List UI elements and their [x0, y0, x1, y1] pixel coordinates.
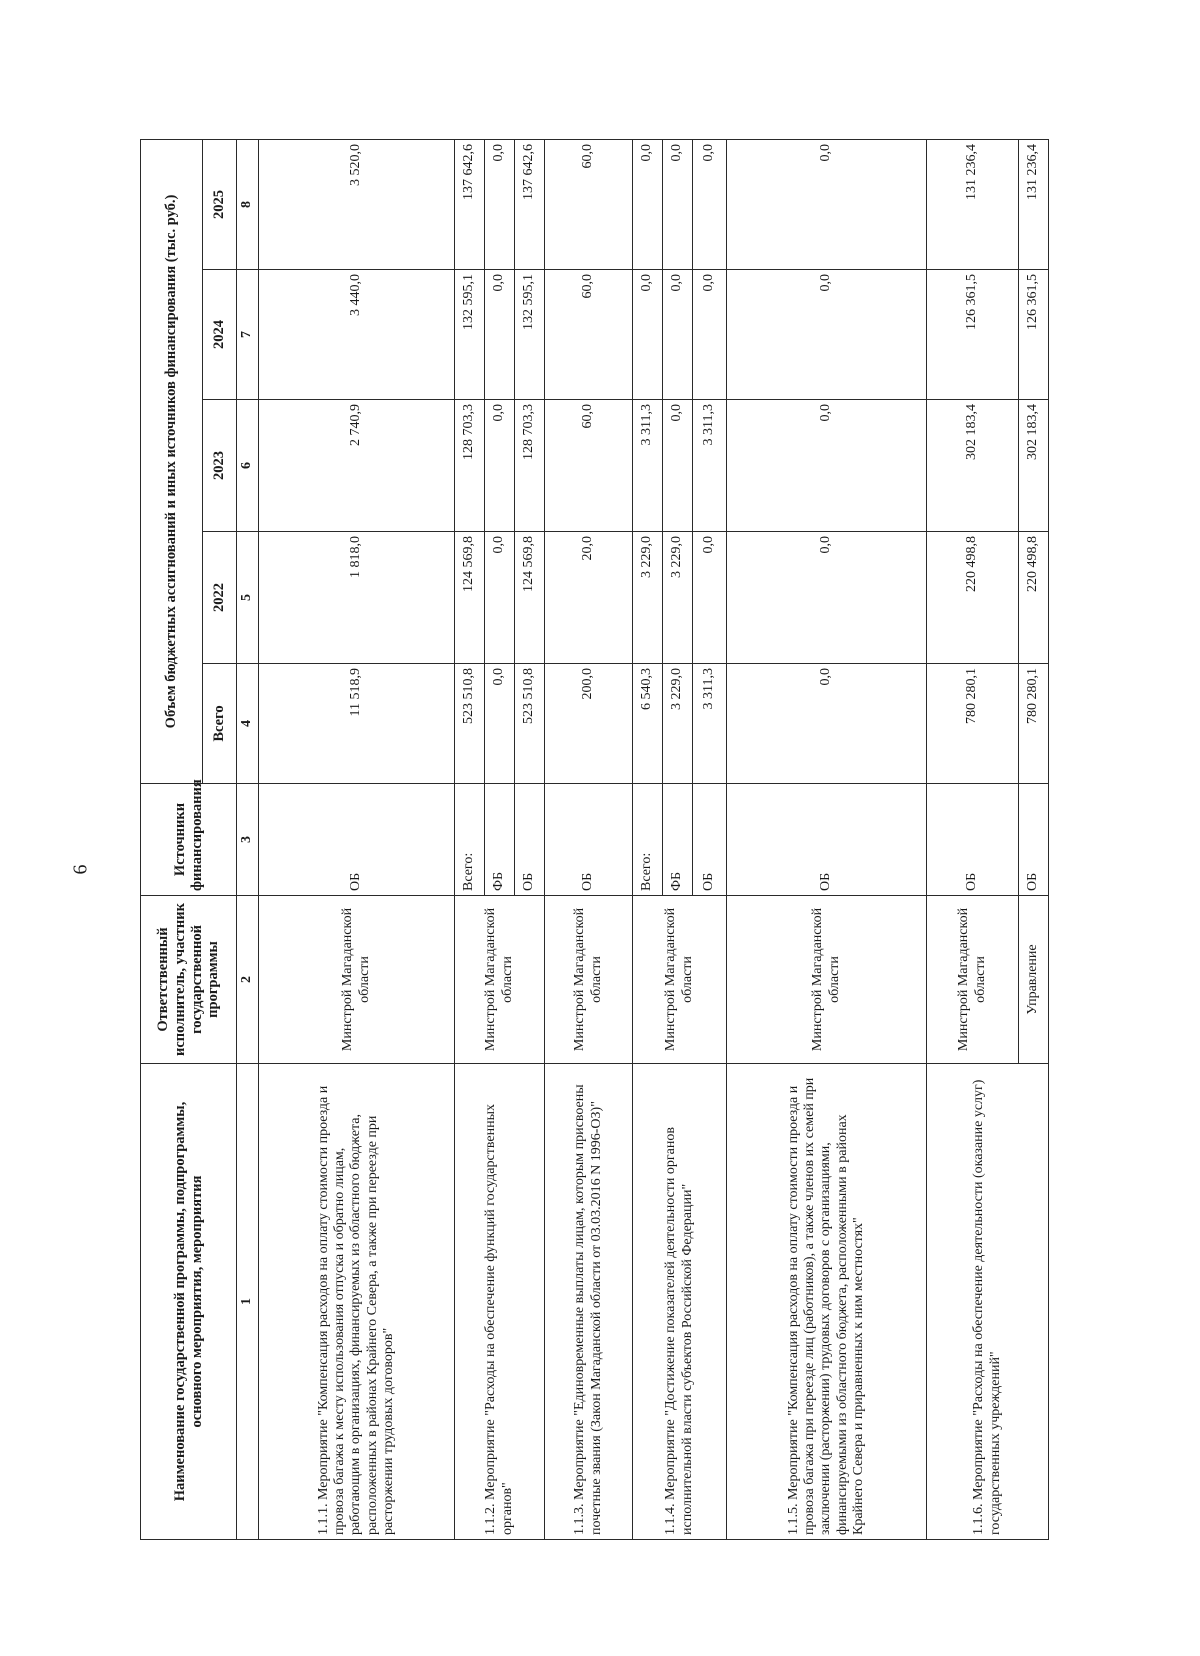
index-cell: 4: [237, 664, 259, 784]
table-row: [633, 139, 663, 1539]
row-source: ФБ: [663, 784, 693, 896]
header-executor: Ответственный исполнитель, участник государственной программы: [141, 896, 237, 1064]
value-2023: 60,0: [545, 400, 633, 532]
value-2025: 137 642,6: [515, 139, 545, 269]
header-2025: 2025: [203, 139, 237, 269]
budget-table-sheet: [140, 140, 1100, 1540]
value-2025: 131 236,4: [927, 139, 1019, 269]
value-2025: 0,0: [633, 139, 663, 269]
header-volume-group: Объем бюджетных ассигнований и иных источников финансирования (тыс. руб.): [141, 139, 203, 783]
index-cell: 8: [237, 139, 259, 269]
row-executor: Минстрой Магаданской области: [455, 896, 545, 1064]
value-2025: 0,0: [485, 139, 515, 269]
header-total: Всего: [203, 664, 237, 784]
value-2024: 132 595,1: [515, 270, 545, 400]
value-2023: 3 311,3: [693, 400, 727, 532]
header-2024: 2024: [203, 270, 237, 400]
value-2025: 0,0: [727, 139, 927, 269]
value-2022: 3 229,0: [633, 532, 663, 664]
value-2023: 302 183,4: [1019, 400, 1049, 532]
value-2024: 60,0: [545, 270, 633, 400]
index-cell: 3: [237, 784, 259, 896]
header-row: [141, 139, 203, 1539]
value-2024: 0,0: [485, 270, 515, 400]
row-executor: Управление: [1019, 896, 1049, 1064]
value-total: 3 311,3: [693, 664, 727, 784]
value-2025: 0,0: [663, 139, 693, 269]
value-2023: 0,0: [485, 400, 515, 532]
table-row: [455, 139, 485, 1539]
row-name: 1.1.3. Мероприятие "Единовременные выплаты лицам, которым присвоены почетные звания (Закон Магаданской области от 03.03.2016 N 1996-ОЗ)": [545, 1064, 633, 1540]
value-2022: 220 498,8: [927, 532, 1019, 664]
value-2025: 137 642,6: [455, 139, 485, 269]
value-total: 523 510,8: [515, 664, 545, 784]
row-name: 1.1.2. Мероприятие "Расходы на обеспечение функций государственных органов": [455, 1064, 545, 1540]
value-2024: 0,0: [693, 270, 727, 400]
value-2022: 220 498,8: [1019, 532, 1049, 664]
row-executor: Минстрой Магаданской области: [927, 896, 1019, 1064]
value-2022: 124 569,8: [515, 532, 545, 664]
header-2023: 2023: [203, 400, 237, 532]
value-2025: 0,0: [693, 139, 727, 269]
value-2025: 3 520,0: [259, 139, 455, 269]
row-name: 1.1.4. Мероприятие "Достижение показателей деятельности органов исполнительной власти субъектов Российской Федерации": [633, 1064, 727, 1540]
value-2023: 0,0: [663, 400, 693, 532]
value-2023: 128 703,3: [455, 400, 485, 532]
index-cell: 1: [237, 1064, 259, 1540]
table-row: [259, 139, 455, 1539]
value-total: 0,0: [485, 664, 515, 784]
value-total: 523 510,8: [455, 664, 485, 784]
table-row: [545, 139, 633, 1539]
index-cell: 7: [237, 270, 259, 400]
value-2023: 128 703,3: [515, 400, 545, 532]
value-2022: 0,0: [727, 532, 927, 664]
value-2022: 0,0: [693, 532, 727, 664]
value-2022: 1 818,0: [259, 532, 455, 664]
row-source: ОБ: [693, 784, 727, 896]
index-cell: 6: [237, 400, 259, 532]
row-source: ОБ: [1019, 784, 1049, 896]
row-source: Всего:: [633, 784, 663, 896]
value-2024: 0,0: [663, 270, 693, 400]
value-2023: 302 183,4: [927, 400, 1019, 532]
row-name: 1.1.6. Мероприятие "Расходы на обеспечение деятельности (оказание услуг) государственных учреждений": [927, 1064, 1049, 1540]
header-2022: 2022: [203, 532, 237, 664]
row-source: ОБ: [515, 784, 545, 896]
index-cell: 2: [237, 896, 259, 1064]
budget-table: [140, 139, 1049, 1540]
row-source: ОБ: [927, 784, 1019, 896]
value-2024: 126 361,5: [1019, 270, 1049, 400]
value-2024: 126 361,5: [927, 270, 1019, 400]
row-source: ФБ: [485, 784, 515, 896]
value-total: 200,0: [545, 664, 633, 784]
value-2023: 2 740,9: [259, 400, 455, 532]
value-2025: 60,0: [545, 139, 633, 269]
value-2024: 3 440,0: [259, 270, 455, 400]
table-row: [727, 139, 927, 1539]
value-2023: 0,0: [727, 400, 927, 532]
value-2022: 3 229,0: [663, 532, 693, 664]
header-name: Наименование государственной программы, подпрограммы, основного мероприятия, мероприятия: [141, 1064, 237, 1540]
value-total: 0,0: [727, 664, 927, 784]
header-sources: Источники финансирования: [141, 784, 237, 896]
row-source: ОБ: [545, 784, 633, 896]
value-2024: 0,0: [633, 270, 663, 400]
value-2022: 0,0: [485, 532, 515, 664]
column-index-row: [237, 139, 259, 1539]
page-number: 6: [69, 864, 92, 875]
table-row: [927, 139, 1019, 1539]
value-2023: 3 311,3: [633, 400, 663, 532]
value-2022: 124 569,8: [455, 532, 485, 664]
value-total: 3 229,0: [663, 664, 693, 784]
value-2024: 132 595,1: [455, 270, 485, 400]
row-source: Всего:: [455, 784, 485, 896]
row-source: ОБ: [727, 784, 927, 896]
row-executor: Минстрой Магаданской области: [545, 896, 633, 1064]
index-cell: 5: [237, 532, 259, 664]
value-2025: 131 236,4: [1019, 139, 1049, 269]
value-2022: 20,0: [545, 532, 633, 664]
row-executor: Минстрой Магаданской области: [259, 896, 455, 1064]
value-total: 6 540,3: [633, 664, 663, 784]
row-name: 1.1.5. Мероприятие "Компенсация расходов на оплату стоимости проезда и провоза багажа при переезде лиц (работников), а также членов их семей при заключении (расторжении) трудовых договоров с организациями, финансируемыми из областного бюджета, расположенными в районах Крайнего Севера и приравненных к ним местностях": [727, 1064, 927, 1540]
value-total: 780 280,1: [927, 664, 1019, 784]
value-2024: 0,0: [727, 270, 927, 400]
row-executor: Минстрой Магаданской области: [727, 896, 927, 1064]
row-executor: Минстрой Магаданской области: [633, 896, 727, 1064]
value-total: 780 280,1: [1019, 664, 1049, 784]
row-source: ОБ: [259, 784, 455, 896]
value-total: 11 518,9: [259, 664, 455, 784]
row-name: 1.1.1. Мероприятие "Компенсация расходов на оплату стоимости проезда и провоза багажа к месту использования отпуска и обратно лицам, работающим в организациях, финансируемых из областного бюджета, расположенных в районах Крайнего Севера, а также при переезде при расторжении трудовых договоров": [259, 1064, 455, 1540]
